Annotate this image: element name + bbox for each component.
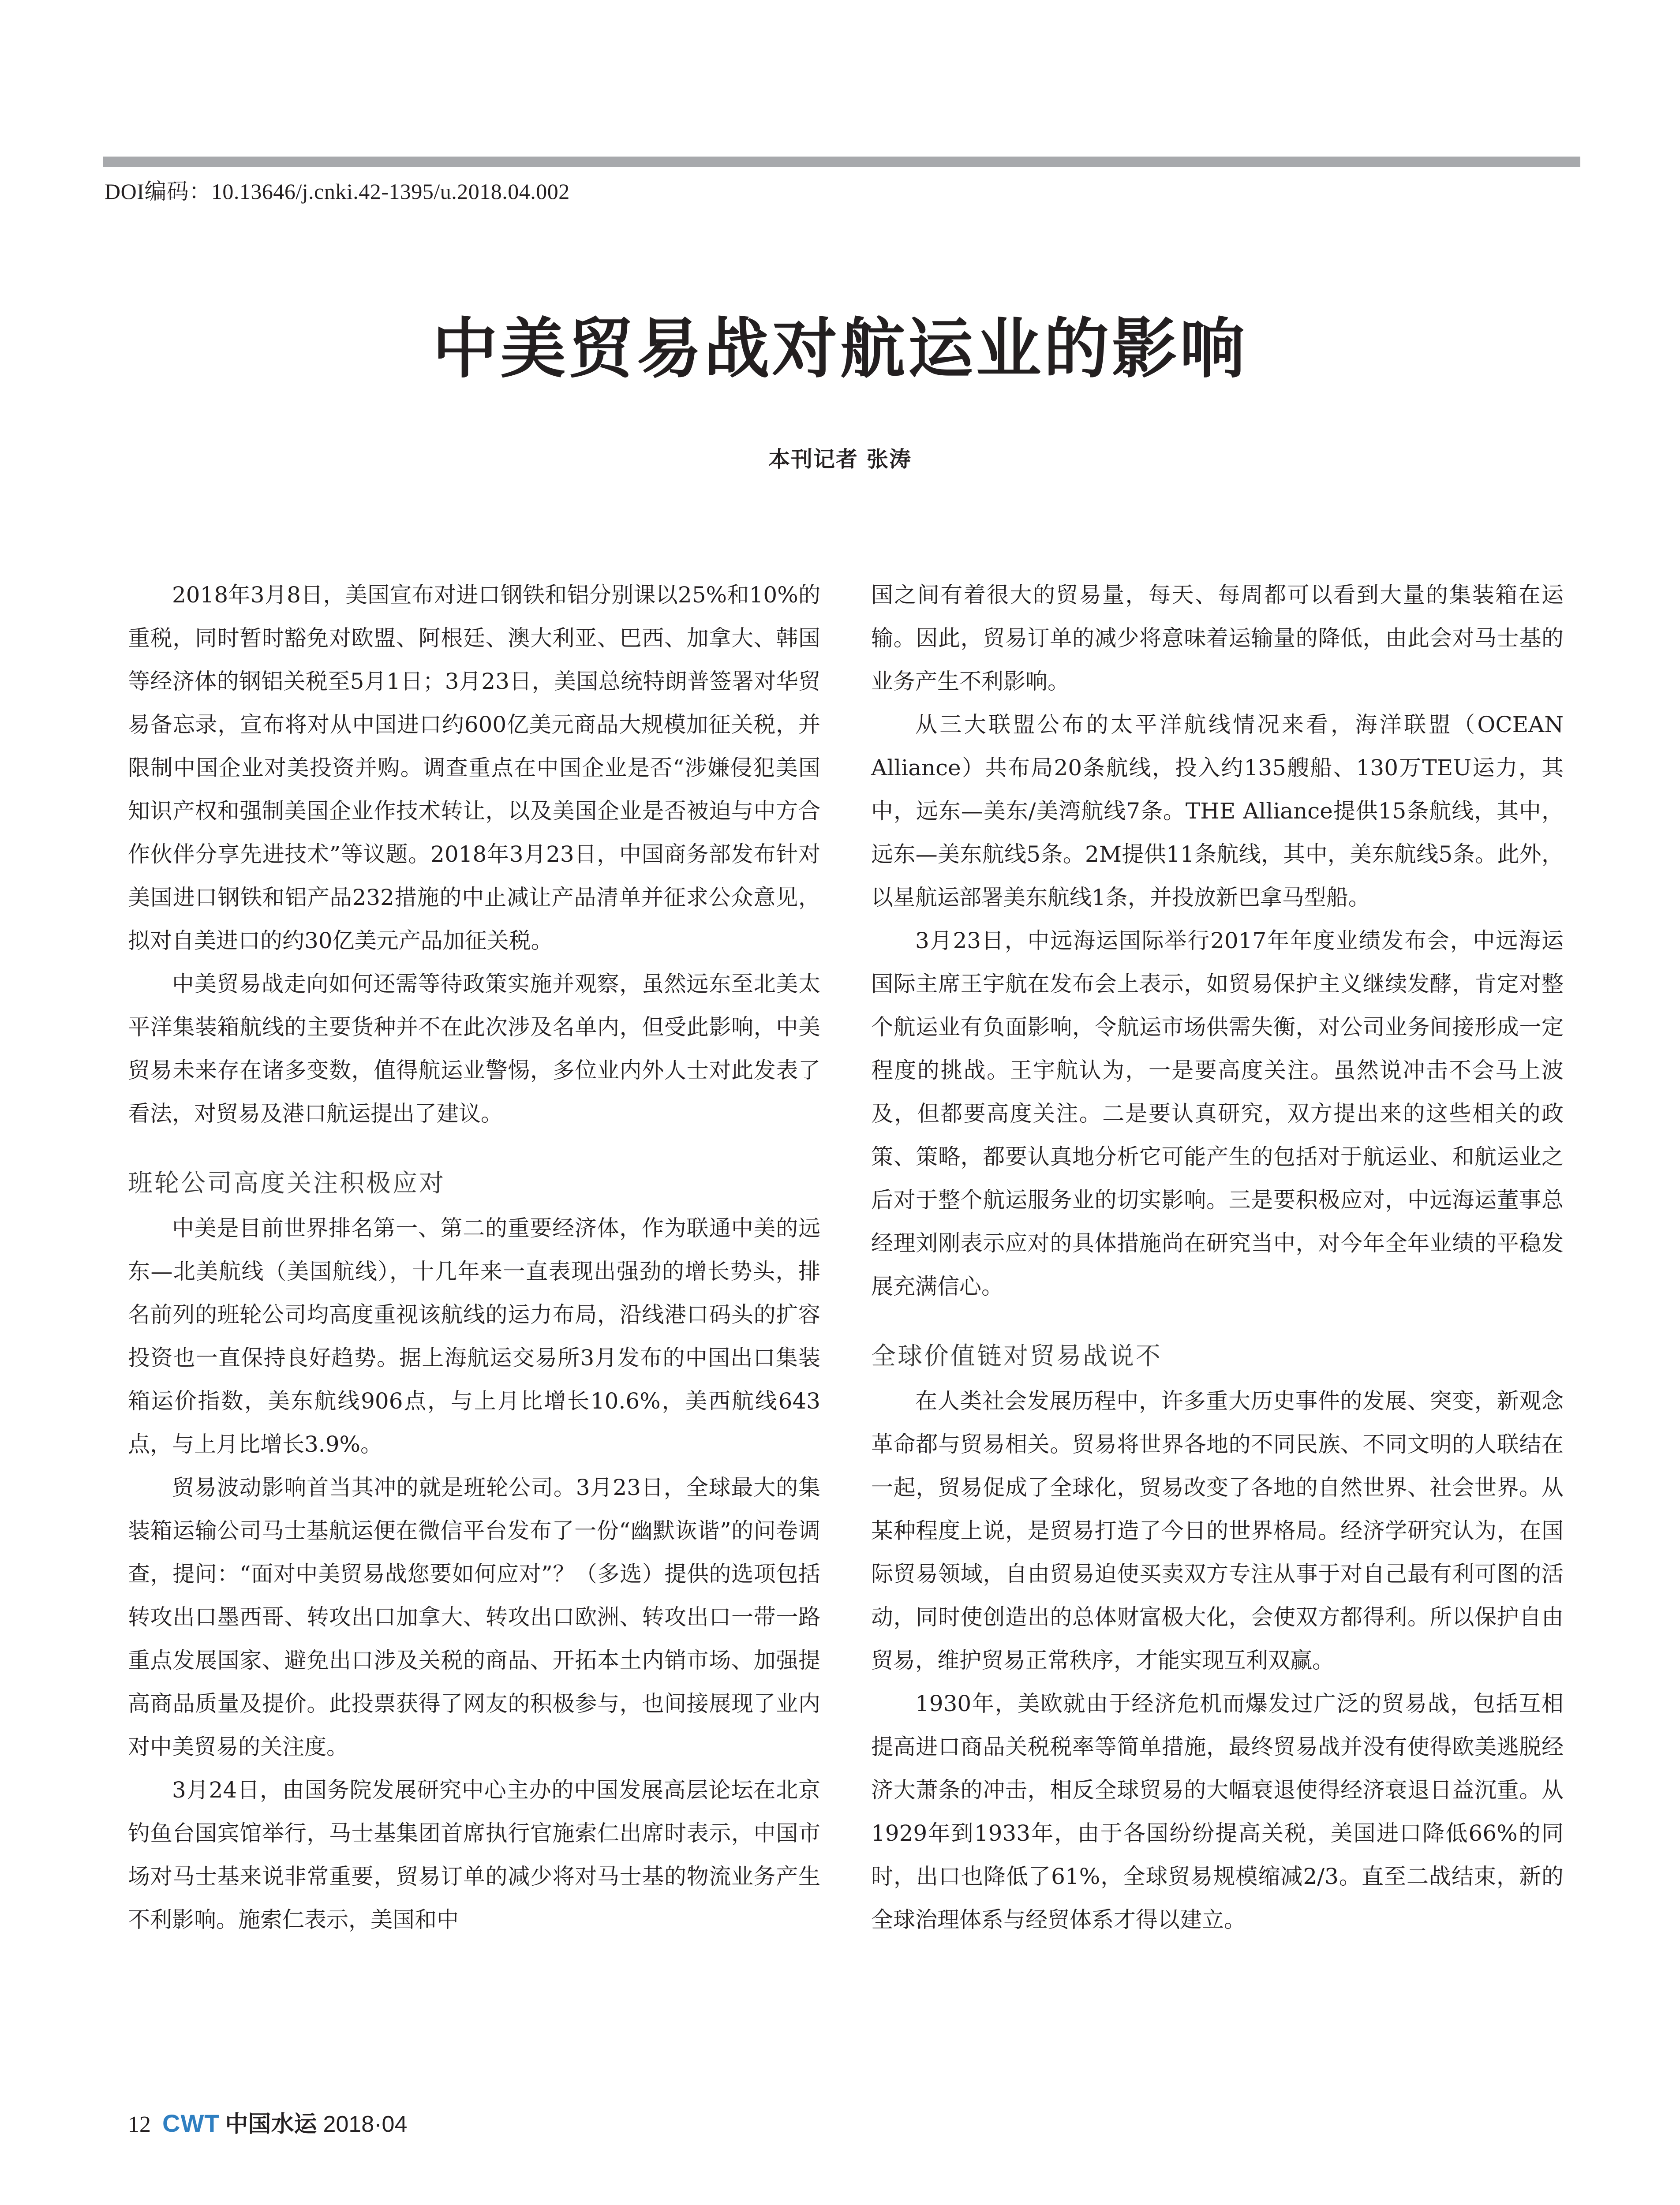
page-number: 12 [128,2112,151,2137]
article-title: 中美贸易战对航运业的影响 [432,310,1248,387]
journal-logo: CWT [162,2109,220,2137]
section-heading: 全球价值链对贸易战说不 [871,1342,1162,1371]
right-column [871,573,1564,1941]
header-rule [103,157,1580,167]
section-heading: 班轮公司高度关注积极应对 [128,1169,445,1198]
page-footer [128,2108,407,2139]
paragraph: 在人类社会发展历程中，许多重大历史事件的发展、突变，新观念革命都与贸易相关。贸易将世界各地的不同民族、不同文明的人联结在一起，贸易促成了全球化，贸易改变了各地的自然世界、社会世界。从某种程度上说，是贸易打造了今日的世界格局。经济学研究认为，在国际贸易领域，自由贸易迫使买卖双方专注从事于对自己最有利可图的活动，同时使创造出的总体财富极大化，会使双方都得利。所以保护自由贸易，维护贸易正常秩序，才能实现互利双赢。 [871,1388,1564,1673]
left-column [128,573,820,1941]
paragraph: 2018年3月8日，美国宣布对进口钢铁和铝分别课以25%和10%的重税，同时暂时豁免对欧盟、阿根廷、澳大利亚、巴西、加拿大、韩国等经济体的钢铝关税至5月1日；3月23日，美国总统特朗普签署对华贸易备忘录，宣布将对从中国进口约600亿美元商品大规模加征关税，并限制中国企业对美投资并购。调查重点在中国企业是否“涉嫌侵犯美国知识产权和强制美国企业作技术转让，以及美国企业是否被迫与中方合作伙伴分享先进技术”等议题。2018年3月23日，中国商务部发布针对美国进口钢铁和铝产品232措施的中止减让产品清单并征求公众意见，拟对自美进口的约30亿美元产品加征关税。 [128,582,820,953]
paragraph: 3月23日，中远海运国际举行2017年年度业绩发布会，中远海运国际主席王宇航在发布会上表示，如贸易保护主义继续发酵，肯定对整个航运业有负面影响，令航运市场供需失衡，对公司业务间接形成一定程度的挑战。王宇航认为，一是要高度关注。虽然说冲击不会马上波及，但都要高度关注。二是要认真研究，双方提出来的这些相关的政策、策略，都要认真地分析它可能产生的包括对于航运业、和航运业之后对于整个航运服务业的切实影响。三是要积极应对，中远海运董事总经理刘刚表示应对的具体措施尚在研究当中，对今年全年业绩的平稳发展充满信心。 [871,928,1564,1299]
paragraph: 贸易波动影响首当其冲的就是班轮公司。3月23日，全球最大的集装箱运输公司马士基航运便在微信平台发布了一份“幽默诙谐”的问卷调查，提问：“面对中美贸易战您要如何应对”？（多选）提供的选项包括转攻出口墨西哥、转攻出口加拿大、转攻出口欧洲、转攻出口一带一路重点发展国家、避免出口涉及关税的商品、开拓本土内销市场、加强提高商品质量及提价。此投票获得了网友的积极参与，也间接展现了业内对中美贸易的关注度。 [128,1475,820,1760]
paragraph: 从三大联盟公布的太平洋航线情况来看，海洋联盟（OCEAN Alliance）共布局20条航线，投入约135艘船、130万TEU运力，其中，远东—美东/美湾航线7条。THE Alliance提供15条航线，其中，远东—美东航线5条。2M提供11条航线，其中，美东航线5条。此外，以星航运部署美东航线1条，并投放新巴拿马型船。 [871,712,1564,910]
paragraph: 中美是目前世界排名第一、第二的重要经济体，作为联通中美的远东—北美航线（美国航线），十几年来一直表现出强劲的增长势头，排名前列的班轮公司均高度重视该航线的运力布局，沿线港口码头的扩容投资也一直保持良好趋势。据上海航运交易所3月发布的中国出口集装箱运价指数，美东航线906点，与上月比增长10.6%，美西航线643点，与上月比增长3.9%。 [128,1215,820,1457]
journal-name: 中国水运 [225,2111,317,2138]
paragraph: 中美贸易战走向如何还需等待政策实施并观察，虽然远东至北美太平洋集装箱航线的主要货种并不在此次涉及名单内，但受此影响，中美贸易未来存在诸多变数，值得航运业警惕，多位业内外人士对此发表了看法，对贸易及港口航运提出了建议。 [128,971,820,1126]
paragraph-continued: 国之间有着很大的贸易量，每天、每周都可以看到大量的集装箱在运输。因此，贸易订单的减少将意味着运输量的降低，由此会对马士基的业务产生不利影响。 [871,582,1564,694]
byline: 本刊记者 张涛 [768,447,912,472]
paragraph: 1930年，美欧就由于经济危机而爆发过广泛的贸易战，包括互相提高进口商品关税税率等简单措施，最终贸易战并没有使得欧美逃脱经济大萧条的冲击，相反全球贸易的大幅衰退使得经济衰退日益沉重。从1929年到1933年，由于各国纷纷提高关税，美国进口降低66%的同时，出口也降低了61%，全球贸易规模缩减2/3。直至二战结束，新的全球治理体系与经贸体系才得以建立。 [871,1691,1564,1932]
issue-number: 2018·04 [323,2112,408,2137]
paragraph: 3月24日，由国务院发展研究中心主办的中国发展高层论坛在北京钓鱼台国宾馆举行，马士基集团首席执行官施索仁出席时表示，中国市场对马士基来说非常重要，贸易订单的减少将对马士基的物流业务产生不利影响。施索仁表示，美国和中 [128,1777,820,1932]
doi-code: DOI编码：10.13646/j.cnki.42-1395/u.2018.04.002 [105,179,570,204]
